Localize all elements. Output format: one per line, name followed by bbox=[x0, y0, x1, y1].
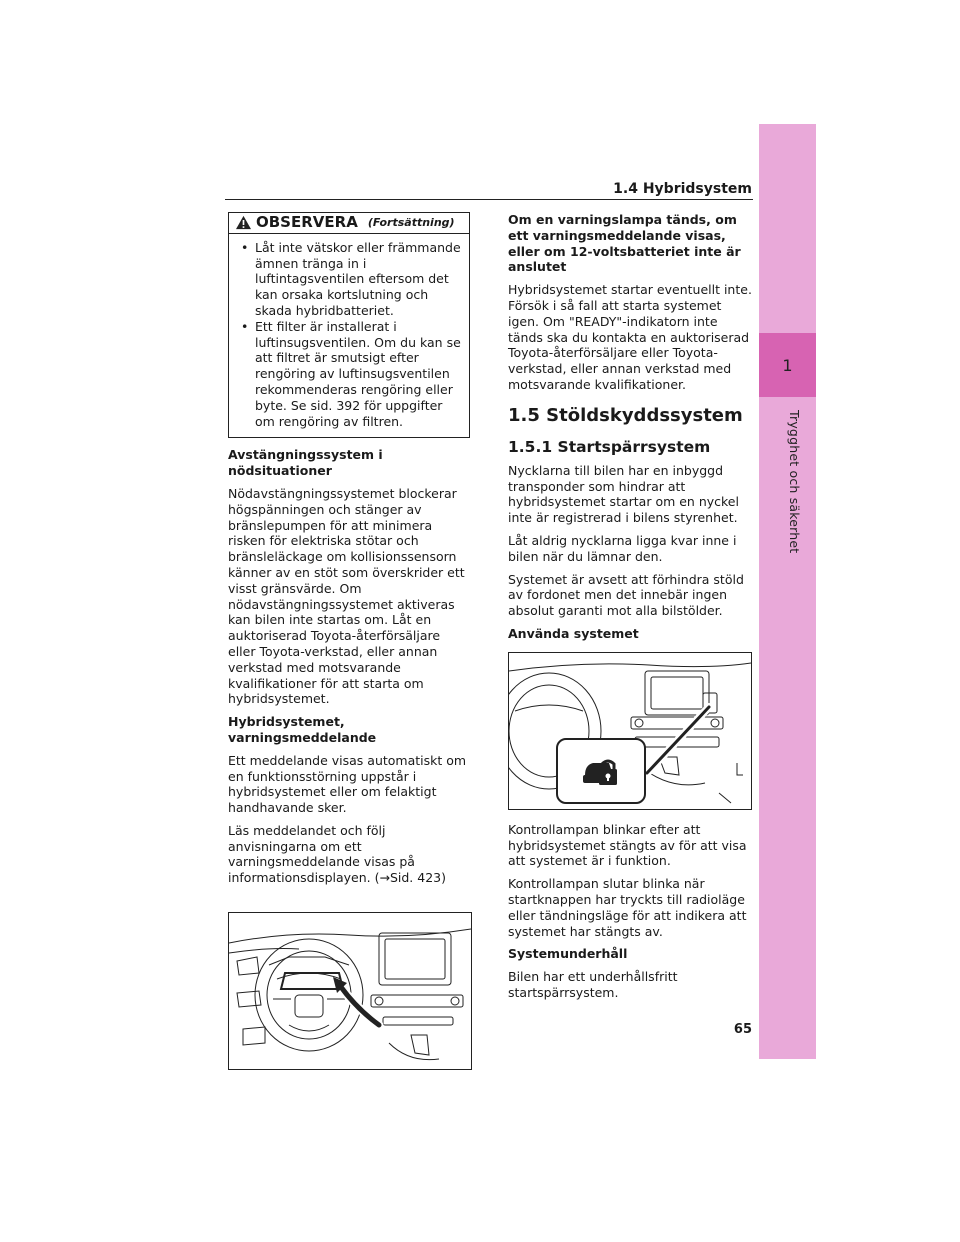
notice-continued: (Fortsättning) bbox=[367, 216, 455, 229]
heading-warning-lamp: Om en varningslampa tänds, om ett varningsmeddelande visas, eller om 12-voltsbatteriet inte är anslutet bbox=[508, 212, 741, 275]
notice-list bbox=[241, 240, 461, 430]
notice-item: • Låt inte vätskor eller främmande ämnen tränga in i luftintagsventilen eftersom det kan orsaka kortslutning och skada hybridbatteriet. bbox=[241, 240, 461, 319]
left-column bbox=[228, 212, 470, 1070]
notice-header bbox=[229, 213, 469, 234]
warning-triangle-icon bbox=[235, 215, 252, 230]
paragraph-warning-lamp: Hybridsystemet startar eventuellt inte. Försök i så fall att starta systemet igen. Om "READY"-indikatorn inte tänds ska du kontakta en auktoriserad Toyota-återförsäljare eller Toyota-verkstad, eller annan verkstad med motsvarande kvalifikationer. bbox=[508, 282, 752, 392]
paragraph-lamp-stops: Kontrollampan slutar blinka när startknappen har tryckts till radioläge eller tändningsläge för att indikera att systemet har stängts av. bbox=[508, 876, 747, 939]
paragraph-theft-guarantee: Systemet är avsett att förhindra stöld av fordonet men det innebär ingen absolut garanti mot alla bilstölder. bbox=[508, 571, 744, 619]
immobilizer-lock-icon bbox=[581, 755, 621, 789]
notice-item: • Ett filter är installerat i luftinsugsventilen. Om du kan se att filtret är smutsigt efter rengöring av luftinsugsventilen rekommenderas rengöring eller byte. Se sid. 392 för uppgifter om rengöring av filtren. bbox=[241, 319, 461, 430]
heading-emergency-shutoff: Avstängningssystem i nödsituationer bbox=[228, 447, 383, 479]
notice-box bbox=[228, 212, 470, 438]
right-column bbox=[508, 212, 752, 1008]
paragraph-maintenance: Bilen har ett underhållsfritt startspärrsystem. bbox=[508, 969, 678, 1000]
dashboard-illustration-immobilizer bbox=[508, 652, 752, 810]
paragraph-emergency-shutoff: Nödavstängningssystemet blockerar högspänningen och stänger av bränslepumpen för att minimera risken för elektriska stötar och bränsleläckage om kollisionssensorn känner av en stöt som överskrider ett visst gränsvärde. Om nödavstängningssystemet aktiveras kan bilen inte startas om. Låt en auktoriserad Toyota-återförsäljare eller Toyota-verkstad, eller annan verkstad med motsvarande kvalifikationer för att starta om hybridsystemet. bbox=[228, 485, 465, 707]
heading-maintenance: Systemunderhåll bbox=[508, 946, 628, 962]
chapter-number: 1 bbox=[759, 333, 816, 397]
paragraph-warning-1: Ett meddelande visas automatiskt om en funktionsstörning uppstår i hybridsystemet eller om felaktigt handhavande sker. bbox=[228, 752, 467, 816]
paragraph-keys-warning: Låt aldrig nycklarna ligga kvar inne i bilen när du lämnar den. bbox=[508, 532, 737, 564]
section-heading-theft-protection: 1.5 Stöldskyddssystem bbox=[508, 404, 743, 426]
paragraph-lamp-blinks: Kontrollampan blinkar efter att hybridsystemet stängts av för att visa att systemet är i funktion. bbox=[508, 821, 747, 869]
notice-title: OBSERVERA bbox=[256, 213, 358, 231]
chapter-side-tab bbox=[759, 124, 816, 1059]
header-rule bbox=[225, 199, 753, 200]
chapter-label: Trygghet och säkerhet bbox=[787, 410, 802, 554]
dashboard-illustration-warning bbox=[228, 912, 472, 1070]
heading-warning-message: Hybridsystemet, varningsmeddelande bbox=[228, 714, 377, 745]
paragraph-transponder: Nycklarna till bilen har en inbyggd transponder som hindrar att hybridsystemet startar om en nyckel inte är registrerad i bilens styrenhet. bbox=[508, 462, 739, 526]
paragraph-warning-2: Läs meddelandet och följ anvisningarna om ett varningsmeddelande visas på informationsdisplayen. (→Sid. 423) bbox=[228, 822, 446, 886]
page-number: 65 bbox=[733, 1022, 752, 1037]
section-header: 1.4 Hybridsystem bbox=[613, 181, 752, 197]
subsection-heading-immobilizer: 1.5.1 Startspärrsystem bbox=[508, 437, 711, 456]
heading-using-system: Använda systemet bbox=[508, 625, 639, 641]
